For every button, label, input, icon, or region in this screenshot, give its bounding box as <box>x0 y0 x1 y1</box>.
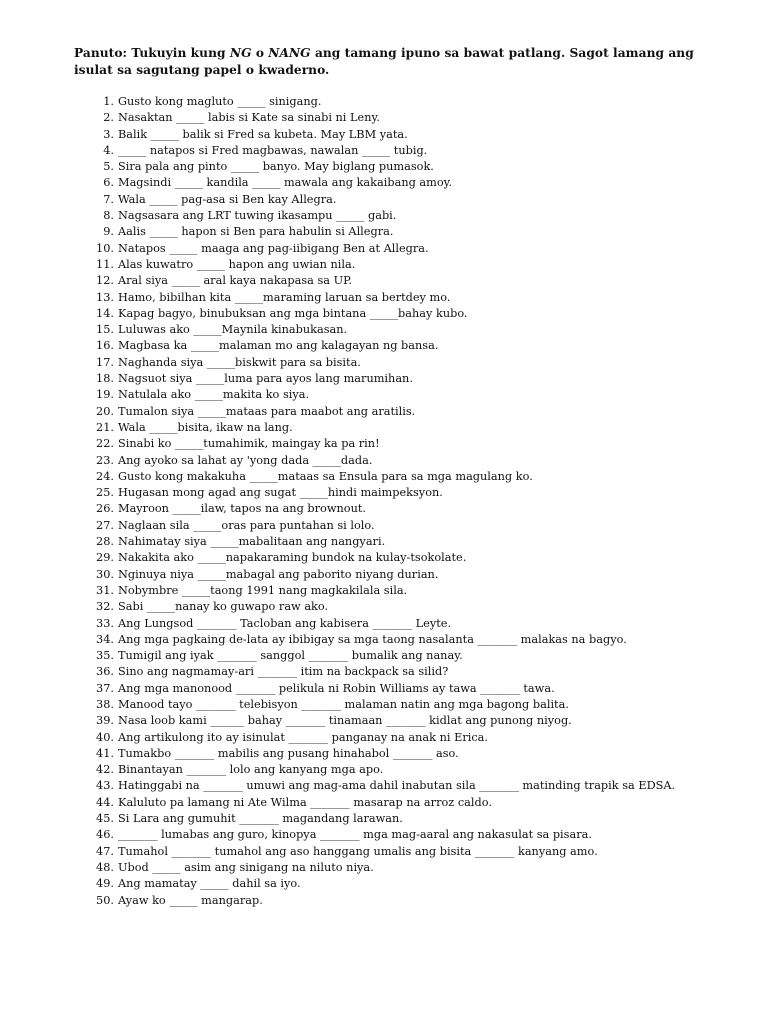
list-item <box>90 893 730 909</box>
item-text: Nobymbre _____taong 1991 nang magkakilala sila. <box>118 583 408 597</box>
item-number: 33. <box>96 616 114 630</box>
list-item <box>90 648 730 664</box>
item-text: Wala _____bisita, ikaw na lang. <box>118 420 293 434</box>
item-number: 21. <box>96 420 114 434</box>
item-number: 30. <box>96 567 114 581</box>
item-text: Naghanda siya _____biskwit para sa bisita. <box>118 355 361 369</box>
item-number: 32. <box>96 600 114 614</box>
instructions-mid: o <box>251 46 269 60</box>
item-number: 39. <box>96 714 114 728</box>
list-item <box>90 697 730 713</box>
list-item <box>90 175 730 191</box>
list-item <box>90 518 730 534</box>
item-number: 13. <box>96 290 114 304</box>
item-text: Kaluluto pa lamang ni Ate Wilma _______ masarap na arroz caldo. <box>118 795 492 809</box>
item-text: Tumakbo _______ mabilis ang pusang hinahabol _______ aso. <box>118 746 459 760</box>
list-item <box>90 94 730 110</box>
item-text: Aalis _____ hapon si Ben para habulin si Allegra. <box>118 225 394 239</box>
instructions-nang: NANG <box>268 46 311 60</box>
item-text: Nakakita ako _____napakaraming bundok na kulay-tsokolate. <box>118 551 467 565</box>
item-text: Hamo, bibilhan kita _____maraming laruan sa bertdey mo. <box>118 290 451 304</box>
item-text: Balik _____ balik si Fred sa kubeta. May LBM yata. <box>118 127 408 141</box>
instructions-prefix: Panuto: Tukuyin kung <box>74 46 230 60</box>
item-number: 6. <box>103 176 114 190</box>
list-item <box>90 110 730 126</box>
list-item <box>90 224 730 240</box>
list-item <box>90 355 730 371</box>
list-item <box>90 550 730 566</box>
item-number: 4. <box>103 143 114 157</box>
list-item <box>90 404 730 420</box>
list-item <box>90 469 730 485</box>
item-text: Ang Lungsod _______ Tacloban ang kabisera _______ Leyte. <box>118 616 452 630</box>
item-number: 34. <box>96 632 114 646</box>
list-item <box>90 876 730 892</box>
list-item <box>90 860 730 876</box>
item-text: Ang mga manonood _______ pelikula ni Robin Williams ay tawa _______ tawa. <box>118 681 555 695</box>
item-text: Si Lara ang gumuhit _______ magandang larawan. <box>118 812 403 826</box>
item-text: Magsindi _____ kandila _____ mawala ang kakaibang amoy. <box>118 176 453 190</box>
list-item <box>90 290 730 306</box>
list-item <box>90 143 730 159</box>
item-number: 14. <box>96 306 114 320</box>
item-number: 10. <box>96 241 114 255</box>
item-text: Gusto kong makakuha _____mataas sa Ensula para sa mga magulang ko. <box>118 469 533 483</box>
item-number: 43. <box>96 779 114 793</box>
item-number: 7. <box>103 192 114 206</box>
list-item <box>90 795 730 811</box>
list-item <box>90 420 730 436</box>
item-number: 12. <box>96 274 114 288</box>
list-item <box>90 534 730 550</box>
item-text: Mayroon _____ilaw, tapos na ang brownout. <box>118 502 366 516</box>
item-number: 22. <box>96 437 114 451</box>
item-text: Natulala ako _____makita ko siya. <box>118 388 310 402</box>
instructions-suffix: ang tamang ipuno sa bawat patlang. Sagot lamang ang isulat sa sagutang papel o kwaderno. <box>74 46 694 77</box>
item-text: Manood tayo _______ telebisyon _______ malaman natin ang mga bagong balita. <box>118 697 569 711</box>
list-item <box>90 208 730 224</box>
item-number: 45. <box>96 812 114 826</box>
instructions <box>74 45 724 79</box>
list-item <box>90 485 730 501</box>
item-text: Gusto kong magluto _____ sinigang. <box>118 95 322 108</box>
item-text: Nasa loob kami ______ bahay _______ tinamaan _______ kidlat ang punong niyog. <box>118 714 572 728</box>
item-text: Sabi _____nanay ko guwapo raw ako. <box>118 600 329 614</box>
item-number: 9. <box>103 225 114 239</box>
item-number: 16. <box>96 339 114 353</box>
item-number: 17. <box>96 355 114 369</box>
item-text: Kapag bagyo, binubuksan ang mga bintana _____bahay kubo. <box>118 306 468 320</box>
item-text: Ang artikulong ito ay isinulat _______ panganay na anak ni Erica. <box>118 730 488 744</box>
item-text: Ang mamatay _____ dahil sa iyo. <box>118 877 301 891</box>
item-text: Hugasan mong agad ang sugat _____hindi maimpeksyon. <box>118 486 443 500</box>
list-item <box>90 306 730 322</box>
item-text: Sira pala ang pinto _____ banyo. May biglang pumasok. <box>118 160 434 174</box>
item-number: 50. <box>96 893 114 907</box>
item-text: Nagsuot siya _____luma para ayos lang marumihan. <box>118 372 413 386</box>
item-text: Alas kuwatro _____ hapon ang uwian nila. <box>118 257 356 271</box>
item-number: 31. <box>96 583 114 597</box>
list-item <box>90 599 730 615</box>
list-item <box>90 436 730 452</box>
item-text: Tumigil ang iyak _______ sanggol _______ bumalik ang nanay. <box>118 649 463 663</box>
item-number: 23. <box>96 453 114 467</box>
item-number: 28. <box>96 535 114 549</box>
item-number: 27. <box>96 518 114 532</box>
list-item <box>90 501 730 517</box>
item-number: 42. <box>96 763 114 777</box>
item-number: 46. <box>96 828 114 842</box>
item-number: 49. <box>96 877 114 891</box>
item-number: 24. <box>96 469 114 483</box>
item-number: 3. <box>103 127 114 141</box>
item-number: 40. <box>96 730 114 744</box>
item-number: 15. <box>96 323 114 337</box>
item-text: Aral siya _____ aral kaya nakapasa sa UP. <box>118 274 353 288</box>
item-number: 48. <box>96 860 114 874</box>
item-text: Ubod _____ asim ang sinigang na niluto niya. <box>118 860 374 874</box>
item-number: 44. <box>96 795 114 809</box>
item-number: 25. <box>96 486 114 500</box>
item-text: Nasaktan _____ labis si Kate sa sinabi ni Leny. <box>118 111 380 125</box>
item-text: Sino ang nagmamay-ari _______ itim na backpack sa silid? <box>118 665 449 679</box>
list-item <box>90 762 730 778</box>
item-number: 26. <box>96 502 114 516</box>
list-item <box>90 713 730 729</box>
item-number: 20. <box>96 404 114 418</box>
item-text: Tumalon siya _____mataas para maabot ang aratilis. <box>118 404 416 418</box>
item-number: 8. <box>103 209 114 223</box>
item-text: Naglaan sila _____oras para puntahan si lolo. <box>118 518 375 532</box>
item-text: Ang mga pagkaing de-lata ay ibibigay sa mga taong nasalanta _______ malakas na bagyo. <box>118 632 627 646</box>
list-item <box>90 583 730 599</box>
list-item <box>90 127 730 143</box>
list-item <box>90 453 730 469</box>
list-item <box>90 811 730 827</box>
list-item <box>90 746 730 762</box>
item-text: Magbasa ka _____malaman mo ang kalagayan ng bansa. <box>118 339 439 353</box>
list-item <box>90 567 730 583</box>
item-number: 36. <box>96 665 114 679</box>
item-number: 41. <box>96 746 114 760</box>
item-number: 18. <box>96 372 114 386</box>
list-item <box>90 844 730 860</box>
item-number: 37. <box>96 681 114 695</box>
item-text: Ang ayoko sa lahat ay 'yong dada _____dada. <box>118 453 373 467</box>
item-number: 5. <box>103 160 114 174</box>
exercise-list <box>90 94 730 909</box>
item-text: Sinabi ko _____tumahimik, maingay ka pa rin! <box>118 437 380 451</box>
item-text: Nahimatay siya _____mabalitaan ang nangyari. <box>118 535 386 549</box>
list-item <box>90 387 730 403</box>
list-item <box>90 778 730 794</box>
list-item <box>90 371 730 387</box>
list-item <box>90 616 730 632</box>
list-item <box>90 192 730 208</box>
item-number: 47. <box>96 844 114 858</box>
list-item <box>90 241 730 257</box>
item-text: Hatinggabi na _______ umuwi ang mag-ama dahil inabutan sila _______ matinding trapik sa EDSA. <box>118 779 676 793</box>
list-item <box>90 257 730 273</box>
list-item <box>90 730 730 746</box>
item-number: 1. <box>103 95 114 108</box>
item-text: _______ lumabas ang guro, kinopya _______ mga mag-aaral ang nakasulat sa pisara. <box>118 828 592 842</box>
list-item <box>90 681 730 697</box>
list-item <box>90 159 730 175</box>
item-text: Nagsasara ang LRT tuwing ikasampu _____ gabi. <box>118 209 397 223</box>
item-number: 35. <box>96 649 114 663</box>
list-item <box>90 827 730 843</box>
item-text: Natapos _____ maaga ang pag-iibigang Ben at Allegra. <box>118 241 429 255</box>
item-number: 11. <box>96 257 114 271</box>
list-item <box>90 322 730 338</box>
item-text: _____ natapos si Fred magbawas, nawalan _____ tubig. <box>118 143 428 157</box>
item-text: Binantayan _______ lolo ang kanyang mga apo. <box>118 763 384 777</box>
instructions-ng: NG <box>229 46 252 60</box>
item-text: Wala _____ pag-asa si Ben kay Allegra. <box>118 192 337 206</box>
item-number: 2. <box>103 111 114 125</box>
list-item <box>90 273 730 289</box>
item-text: Nginuya niya _____mabagal ang paborito niyang durian. <box>118 567 439 581</box>
item-number: 38. <box>96 697 114 711</box>
item-number: 29. <box>96 551 114 565</box>
list-item <box>90 632 730 648</box>
item-text: Ayaw ko _____ mangarap. <box>118 893 263 907</box>
list-item <box>90 338 730 354</box>
item-text: Tumahol _______ tumahol ang aso hanggang umalis ang bisita _______ kanyang amo. <box>118 844 598 858</box>
item-text: Luluwas ako _____Maynila kinabukasan. <box>118 323 348 337</box>
list-item <box>90 664 730 680</box>
item-number: 19. <box>96 388 114 402</box>
